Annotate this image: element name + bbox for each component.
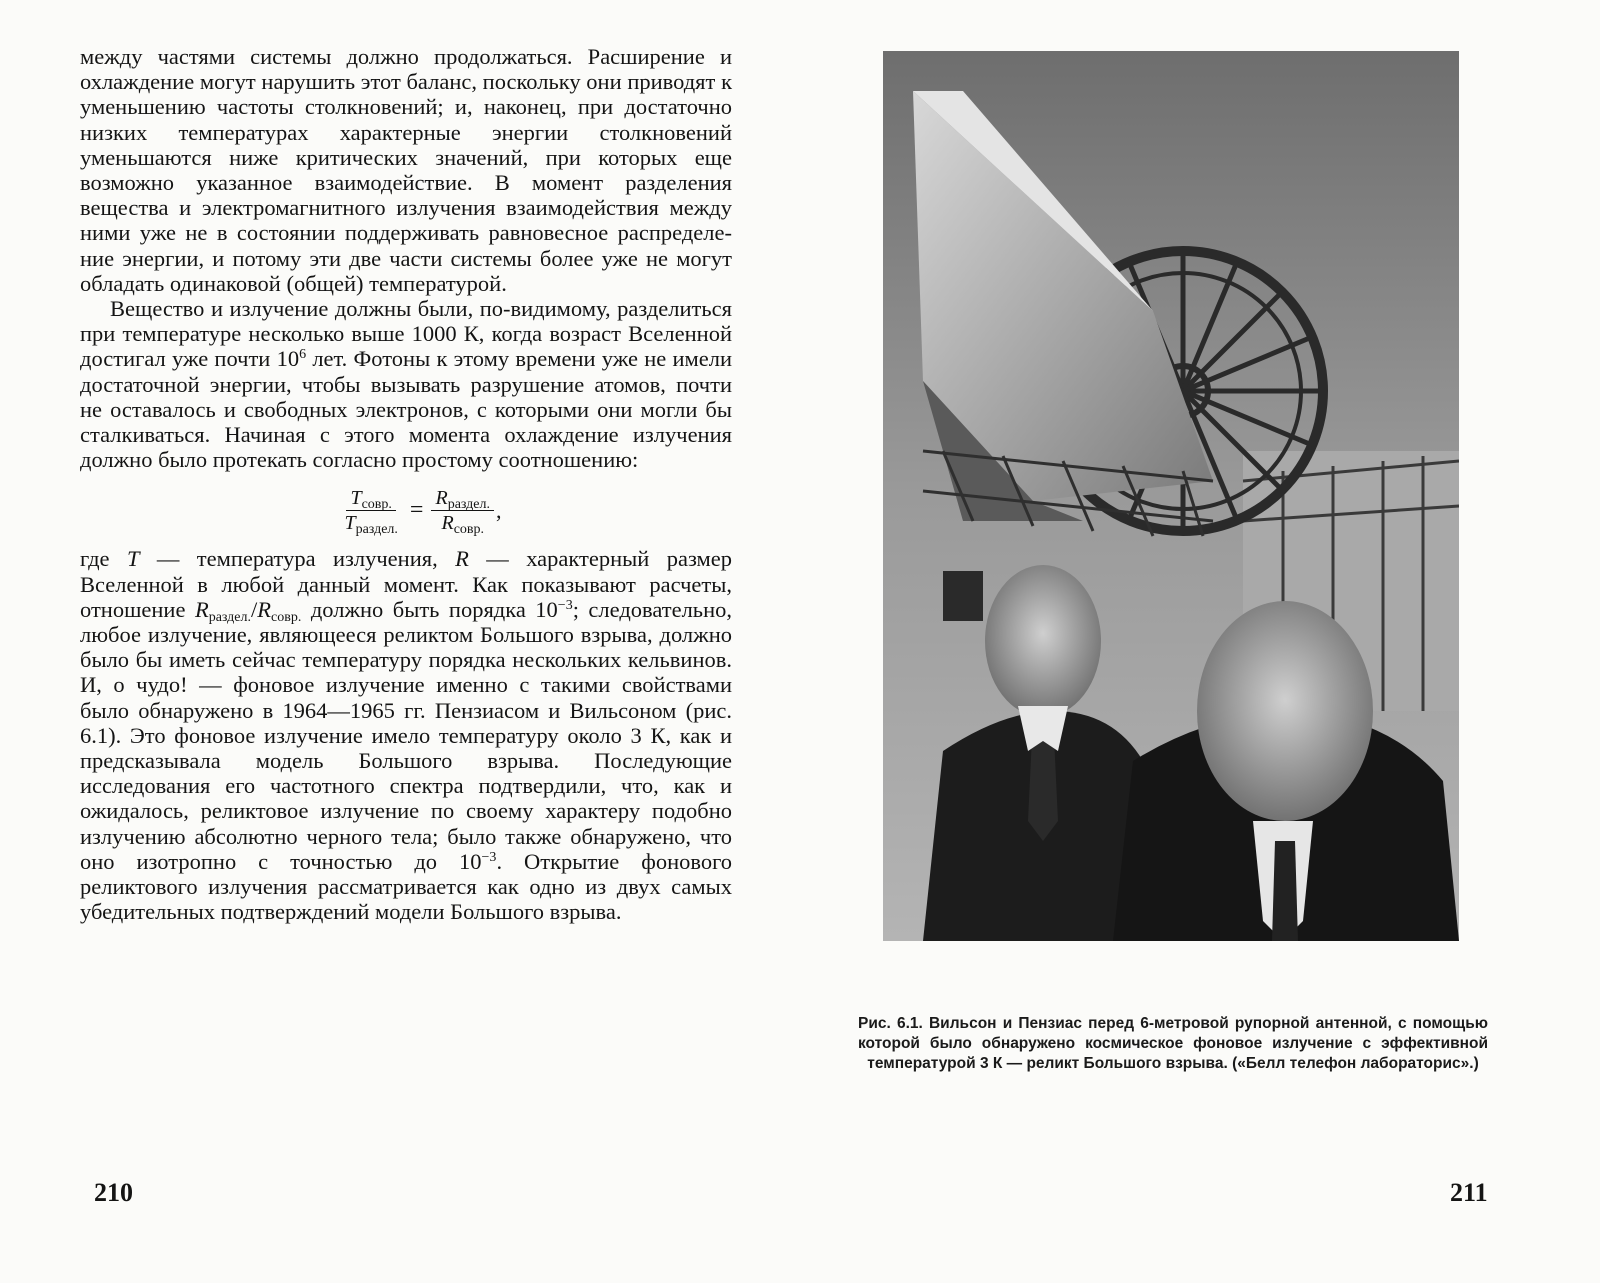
paragraph-2-part-a: Вещество и излучение должны были, по-видимому, разделиться при температуре несколько выше 1000 К, когда возраст Вселенной достигал уже почти 10 <box>80 296 732 372</box>
denominator-r-now: $R_{совр.}$ <box>441 511 485 537</box>
page-number-left: 210 <box>94 1178 133 1207</box>
figure-caption: Рис. 6.1. Вильсон и Пензиас перед 6-метровой рупорной антенной, с помощью которой было обнаружено космическое фоновое излучение с эффективной температурой 3 К — реликт Большого взрыва. («Белл телефон лабораторис».) <box>858 1015 1488 1072</box>
page-number-right: 211 <box>1450 1178 1488 1207</box>
right-page <box>780 0 1600 1283</box>
equals-sign: = <box>409 496 424 523</box>
numerator-t-now: $T_{совр.}$ <box>346 486 395 511</box>
fraction-temperature <box>340 486 401 535</box>
denominator-t-sep: $T_{раздел.}$ <box>344 511 398 537</box>
figure-photo-horn-antenna <box>883 51 1459 941</box>
body-text <box>80 44 732 925</box>
fraction-radius <box>431 486 494 535</box>
paragraph-1: между частями системы должно продолжаться. Расширение и охлаждение могут нарушить этот баланс, поскольку они приводят к уменьшению частоты столкновений; и, наконец, при достаточно низких температурах характерные энергии столкновений уменьшаются ниже критических значений, при которых еще возможно указанное взаимодействие. В момент разделения вещества и электромагнитного излучения взаимодействия между ними уже не в состоянии поддерживать равновесное распределение энергии, и потому эти две части системы более уже не могут обладать одинаковой (общей) температурой. <box>80 44 732 296</box>
left-page <box>0 0 780 1283</box>
temperature-ratio-formula <box>110 482 732 538</box>
paragraph-3: где T — температура излучения, R — характерный размер Вселенной в любой данный момент. Как показывают расчеты, отношение $R_{раздел.}/R_{совр.}$ должно быть порядка $10^{-3}$; следовательно, любое излучение, являющееся реликтом Большого взрыва, должно было бы иметь сейчас температуру порядка нескольких кельвинов. И, о чудо! — фоновое излучение именно с такими свойствами было обнаружено в 1964—1965 гг. Пензиасом и Вильсоном (рис. 6.1). Это фоновое излучение имело температуру около 3 К, как и предсказывала модель Большого взрыва. Последующие исследования его частотного спектра подтвердили, что, как и ожидалось, реликтовое излучение по своему характеру подобно излучению абсолютно черного тела; было также обнаружено, что оно изотропно с точностью до $10^{-3}$. Открытие фонового реликтового излучения рассматривается как одно из двух самых убедительных подтверждений модели Большого взрыва. <box>80 546 732 925</box>
formula-comma: , <box>496 497 502 523</box>
paragraph-2 <box>80 296 732 472</box>
exponent: 6 <box>299 347 307 363</box>
paragraph-2-part-b: лет. Фотоны к этому времени уже не имели достаточной энергии, чтобы вызывать разрушение атомов, почти не оставалось и свободных электронов, с которыми они могли бы сталкиваться. Начиная с этого момента охлаждение излучения должно было протекать согласно простому соотношению: <box>80 346 732 473</box>
numerator-r-sep: $R_{раздел.}$ <box>431 486 494 511</box>
